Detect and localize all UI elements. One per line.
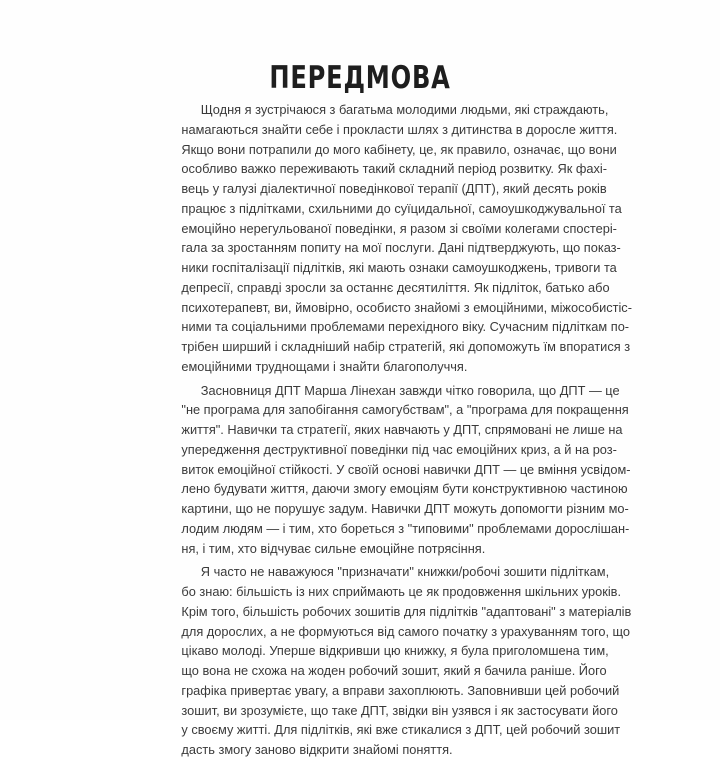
text-line: ними та соціальними проблемами перехідного віку. Сучасним підліткам по-: [181, 319, 630, 335]
text-line: зошит, ви зрозумієте, що таке ДПТ, звідки він узявся і як застосувати його: [181, 702, 618, 718]
text-line: бо знаю: більшість із них сприймають це як продовження шкільних уроків.: [181, 584, 622, 599]
text-line: лодим людям — і тим, хто бореться з "типовими" проблемами дорослішан-: [181, 520, 630, 536]
text-line: трібен ширший і складніший набір стратегій, які допоможуть їм впоратися з: [181, 339, 631, 354]
text-line: вець у галузі діалектичної поведінкової терапії (ДПТ), який десять років: [181, 181, 607, 196]
text-line: дасть змогу заново відкрити знайомі поняття.: [181, 742, 453, 757]
text-line: ня, і тим, хто відчуває сильне емоційне потрясіння.: [181, 540, 486, 556]
text-line: Якщо вони потрапили до мого кабінету, це, як правило, означає, що вони: [181, 141, 617, 157]
text-line: у своєму житті. Для підлітків, які вже стикалися з ДПТ, цей робочий зошит: [181, 722, 621, 738]
text-line: Крім того, більшість робочих зошитів для підлітків "адаптовані" з матеріалів: [181, 603, 632, 619]
paragraph-1: [162, 100, 632, 377]
text-line: депресії, справді зросли за останнє десятиліття. Як підліток, батько або: [181, 279, 610, 295]
text-line: Я часто не наважуюся "призначати" книжки/робочі зошити підліткам,: [200, 564, 610, 580]
paragraph-3: [162, 562, 632, 760]
text-line: упередження деструктивної поведінки під час емоційних криз, а й на роз-: [181, 441, 617, 457]
text-line: "не програма для запобігання самогубствам", а "програма для покращення: [181, 402, 629, 418]
text-line: намагаються знайти себе і прокласти шлях з дитинства в доросле життя.: [181, 121, 618, 137]
text-line: особливо важко переживають такий складний період розвитку. Як фахі-: [181, 161, 608, 177]
body-text: [162, 100, 632, 764]
text-line: для дорослих, а не формуються від самого початку з урахуванням того, що: [181, 623, 631, 639]
paragraph-2: [162, 381, 631, 559]
page-title: ПЕРЕДМОВА: [269, 60, 451, 96]
text-line: Засновниця ДПТ Марша Лінехан завжди чітко говорила, що ДПТ — це: [200, 382, 620, 398]
text-line: картини, що не порушує задум. Навички ДПТ можуть допомогти різним мо-: [181, 501, 629, 516]
text-line: життя". Навички та стратегії, яких навчають у ДПТ, спрямовані не лише на: [181, 422, 623, 437]
text-line: емоційно нерегульованої поведінки, я разом зі своїми колегами спостері-: [181, 220, 617, 236]
text-line: психотерапевт, ви, ймовірно, особисто знайомі з емоційними, міжособистіс-: [181, 299, 632, 315]
text-line: що вона не схожа на жоден робочий зошит, який я бачила раніше. Його: [181, 663, 607, 678]
text-line: виток емоційної стійкості. У своїй основі навички ДПТ — це вміння усвідом-: [181, 461, 631, 477]
text-line: ники госпіталізації підлітків, які мають ознаки самоушкоджень, тривоги та: [181, 260, 617, 275]
text-line: графіка привертає увагу, а вправи захоплюють. Заповнивши цей робочий: [181, 682, 620, 698]
text-line: Щодня я зустрічаюся з багатьма молодими людьми, які страждають,: [200, 102, 609, 117]
text-line: цікаво молоді. Уперше відкривши цю книжку, я була приголомшена тим,: [181, 643, 609, 659]
text-line: працює з підлітками, схильними до суїцидальної, самоушкоджувальної та: [181, 200, 622, 216]
text-line: гала за зростанням попиту на мої послуги. Дані підтверджують, що показ-: [181, 240, 621, 256]
text-line: емоційними труднощами і знайти благополуччя.: [181, 358, 468, 374]
text-line: лено будувати життя, даючи змогу емоціям бути конструктивною частиною: [181, 481, 628, 497]
